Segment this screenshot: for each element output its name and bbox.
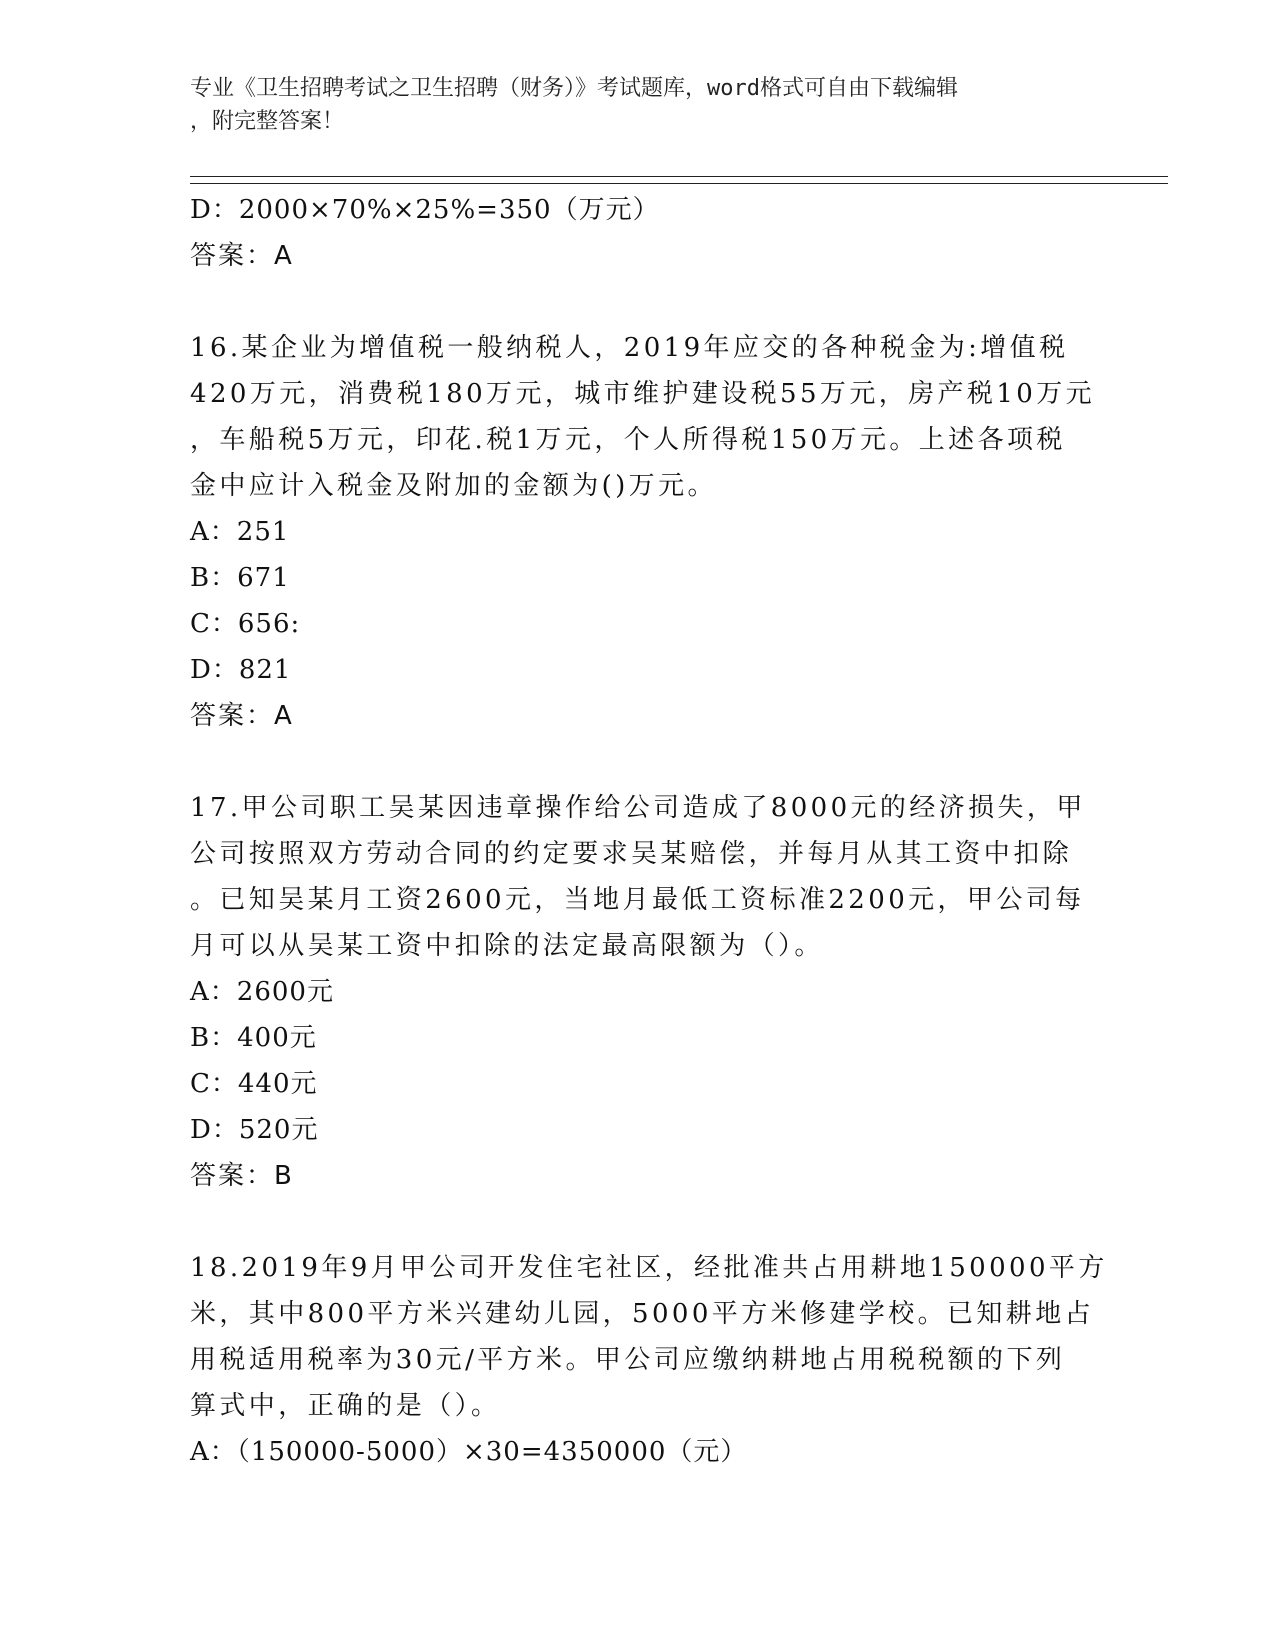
question-line: 。已知吴某月工资2600元，当地月最低工资标准2200元，甲公司每: [190, 885, 1085, 915]
option-b: B：400元: [190, 1023, 317, 1053]
question-line: 18.2019年9月甲公司开发住宅社区，经批准共占用耕地150000平方: [190, 1253, 1108, 1283]
question-17: [190, 785, 1090, 1199]
spacer: [190, 1199, 1090, 1245]
question-line: 17.甲公司职工吴某因违章操作给公司造成了8000元的经济损失，甲: [190, 793, 1086, 823]
header-line-1: 专业《卫生招聘考试之卫生招聘（财务）》考试题库，word格式可自由下载编辑: [190, 76, 958, 101]
option-a: A：2600元: [190, 977, 334, 1007]
option-a: A：（150000-5000）×30=4350000（元）: [190, 1437, 748, 1467]
question-line: 米，其中800平方米兴建幼儿园，5000平方米修建学校。已知耕地占: [190, 1299, 1094, 1329]
option-a: A：251: [190, 517, 290, 547]
answer-line: 答案：A: [190, 701, 294, 731]
question-line: 公司按照双方劳动合同的约定要求吴某赔偿，并每月从其工资中扣除: [190, 839, 1073, 869]
question-line: 16.某企业为增值税一般纳税人，2019年应交的各种税金为:增值税: [190, 333, 1069, 363]
option-c: C：440元: [190, 1069, 318, 1099]
option-d: D：520元: [190, 1115, 319, 1145]
question-line: 月可以从吴某工资中扣除的法定最高限额为（）。: [190, 931, 824, 961]
question-line: ，车船税5万元，印花.税1万元，个人所得税150万元。上述各项税: [190, 425, 1066, 455]
header-divider-bottom: [190, 183, 1168, 184]
header-line-2: ，附完整答案！: [190, 109, 345, 134]
previous-question-tail: [190, 187, 1090, 279]
question-line: 用税适用税率为30元/平方米。甲公司应缴纳耕地占用税税额的下列: [190, 1345, 1066, 1375]
answer-line: 答案：B: [190, 1161, 294, 1191]
option-d: D：2000×70%×25%=350（万元）: [190, 195, 660, 225]
option-d: D：821: [190, 655, 292, 685]
question-18: [190, 1245, 1108, 1475]
spacer: [190, 739, 1090, 785]
option-b: B：671: [190, 563, 290, 593]
document-body: [190, 187, 1108, 1475]
question-line: 算式中，正确的是（）。: [190, 1391, 501, 1421]
document-header: [190, 72, 1090, 138]
spacer: [190, 279, 1090, 325]
header-divider-top: [190, 176, 1168, 177]
question-line: 金中应计入税金及附加的金额为()万元。: [190, 471, 717, 501]
question-16: [190, 325, 1096, 739]
answer-line: 答案：A: [190, 241, 294, 271]
option-c: C：656:: [190, 609, 301, 639]
question-line: 420万元，消费税180万元，城市维护建设税55万元，房产税10万元: [190, 379, 1096, 409]
